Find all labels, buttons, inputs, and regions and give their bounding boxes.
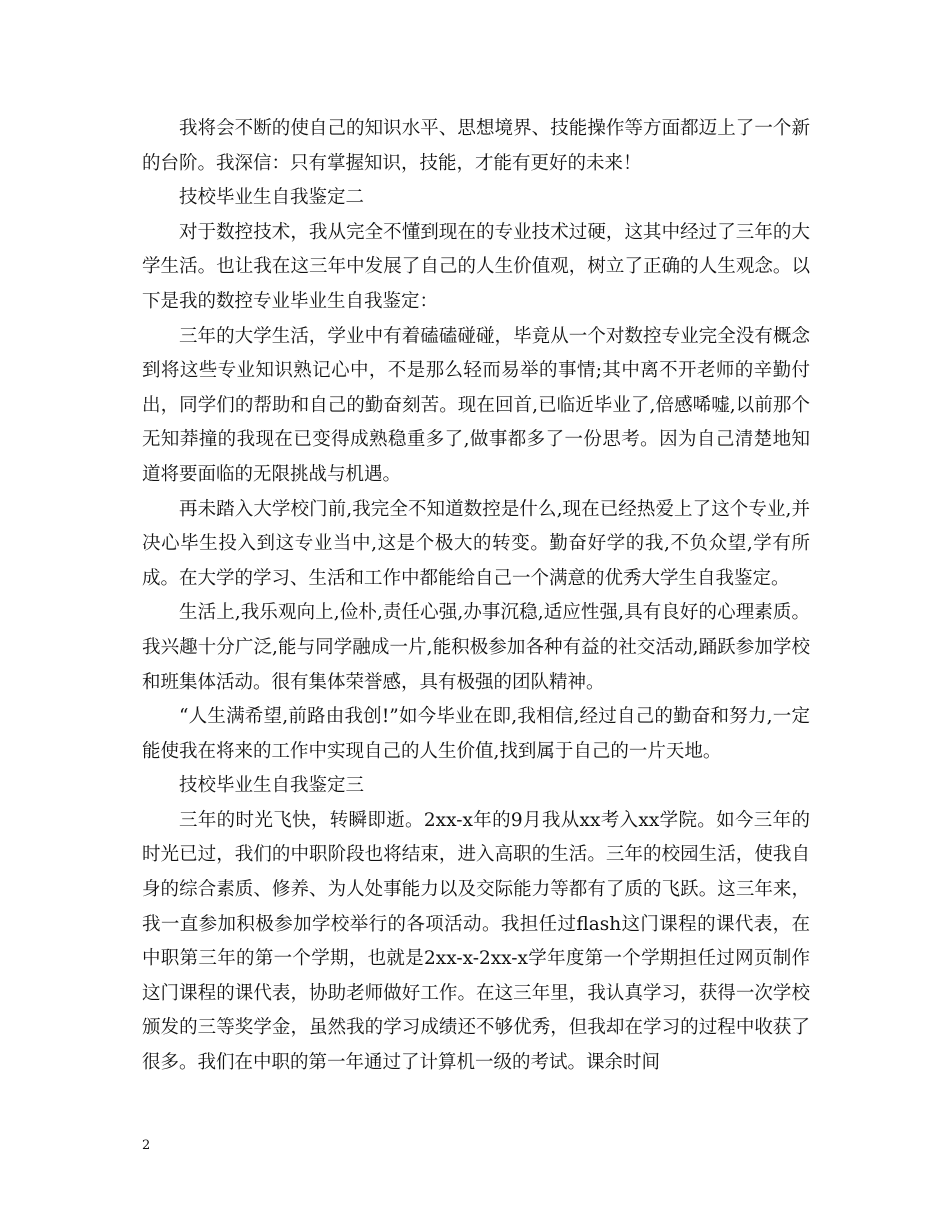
paragraph: 三年的时光飞快，转瞬即逝。2xx-x年的9月我从xx考入xx学院。如今三年的时光已过，我们的中职阶段也将结束，进入高职的生活。三年的校园生活，使我自身的综合素质、修养、为人处事能力以及交际能力等都有了质的飞跃。这三年来，我一直参加积极参加学校举行的各项活动。我担任过flash这门课程的课代表，在中职第三年的第一个学期，也就是2xx-x-2xx-x学年度第一个学期担任过网页制作这门课程的课代表，协助老师做好工作。在这三年里，我认真学习，获得一次学校颁发的三等奖学金，虽然我的学习成绩还不够优秀，但我却在学习的过程中收获了很多。我们在中职的第一年通过了计算机一级的考试。课余时间 [142,809,810,1074]
paragraph: 对于数控技术，我从完全不懂到现在的专业技术过硬，这其中经过了三年的大学生活。也让我在这三年中发展了自己的人生价值观，树立了正确的人生观念。以下是我的数控专业毕业生自我鉴定： [142,221,810,312]
paragraph: 三年的大学生活，学业中有着磕磕碰碰，毕竟从一个对数控专业完全没有概念到将这些专业知识熟记心中，不是那么轻而易举的事情;其中离不开老师的辛勤付出，同学们的帮助和自己的勤奋刻苦。现在回首,已临近毕业了,倍感唏嘘,以前那个无知莽撞的我现在已变得成熟稳重多了,做事都多了一份思考。因为自己清楚地知道将要面临的无限挑战与机遇。 [142,325,810,485]
section-heading: 技校毕业生自我鉴定三 [179,775,365,797]
page-number: 2 [142,1138,151,1153]
paragraph: 我将会不断的使自己的知识水平、思想境界、技能操作等方面都迈上了一个新的台阶。我深信：只有掌握知识，技能，才能有更好的未来！ [142,118,810,174]
document-body [142,112,810,1081]
paragraph: 再未踏入大学校门前,我完全不知道数控是什么,现在已经热爱上了这个专业,并决心毕生投入到这专业当中,这是个极大的转变。勤奋好学的我,不负众望,学有所成。在大学的学习、生活和工作中都能给自己一个满意的优秀大学生自我鉴定。 [142,498,810,589]
paragraph: “人生满希望,前路由我创!”如今毕业在即,我相信,经过自己的勤奋和努力,一定能使我在将来的工作中实现自己的人生价值,找到属于自己的一片天地。 [142,706,810,762]
section-heading: 技校毕业生自我鉴定二 [179,187,365,209]
paragraph: 生活上,我乐观向上,俭朴,责任心强,办事沉稳,适应性强,具有良好的心理素质。我兴趣十分广泛,能与同学融成一片,能积极参加各种有益的社交活动,踊跃参加学校和班集体活动。很有集体荣誉感，具有极强的团队精神。 [142,602,810,693]
